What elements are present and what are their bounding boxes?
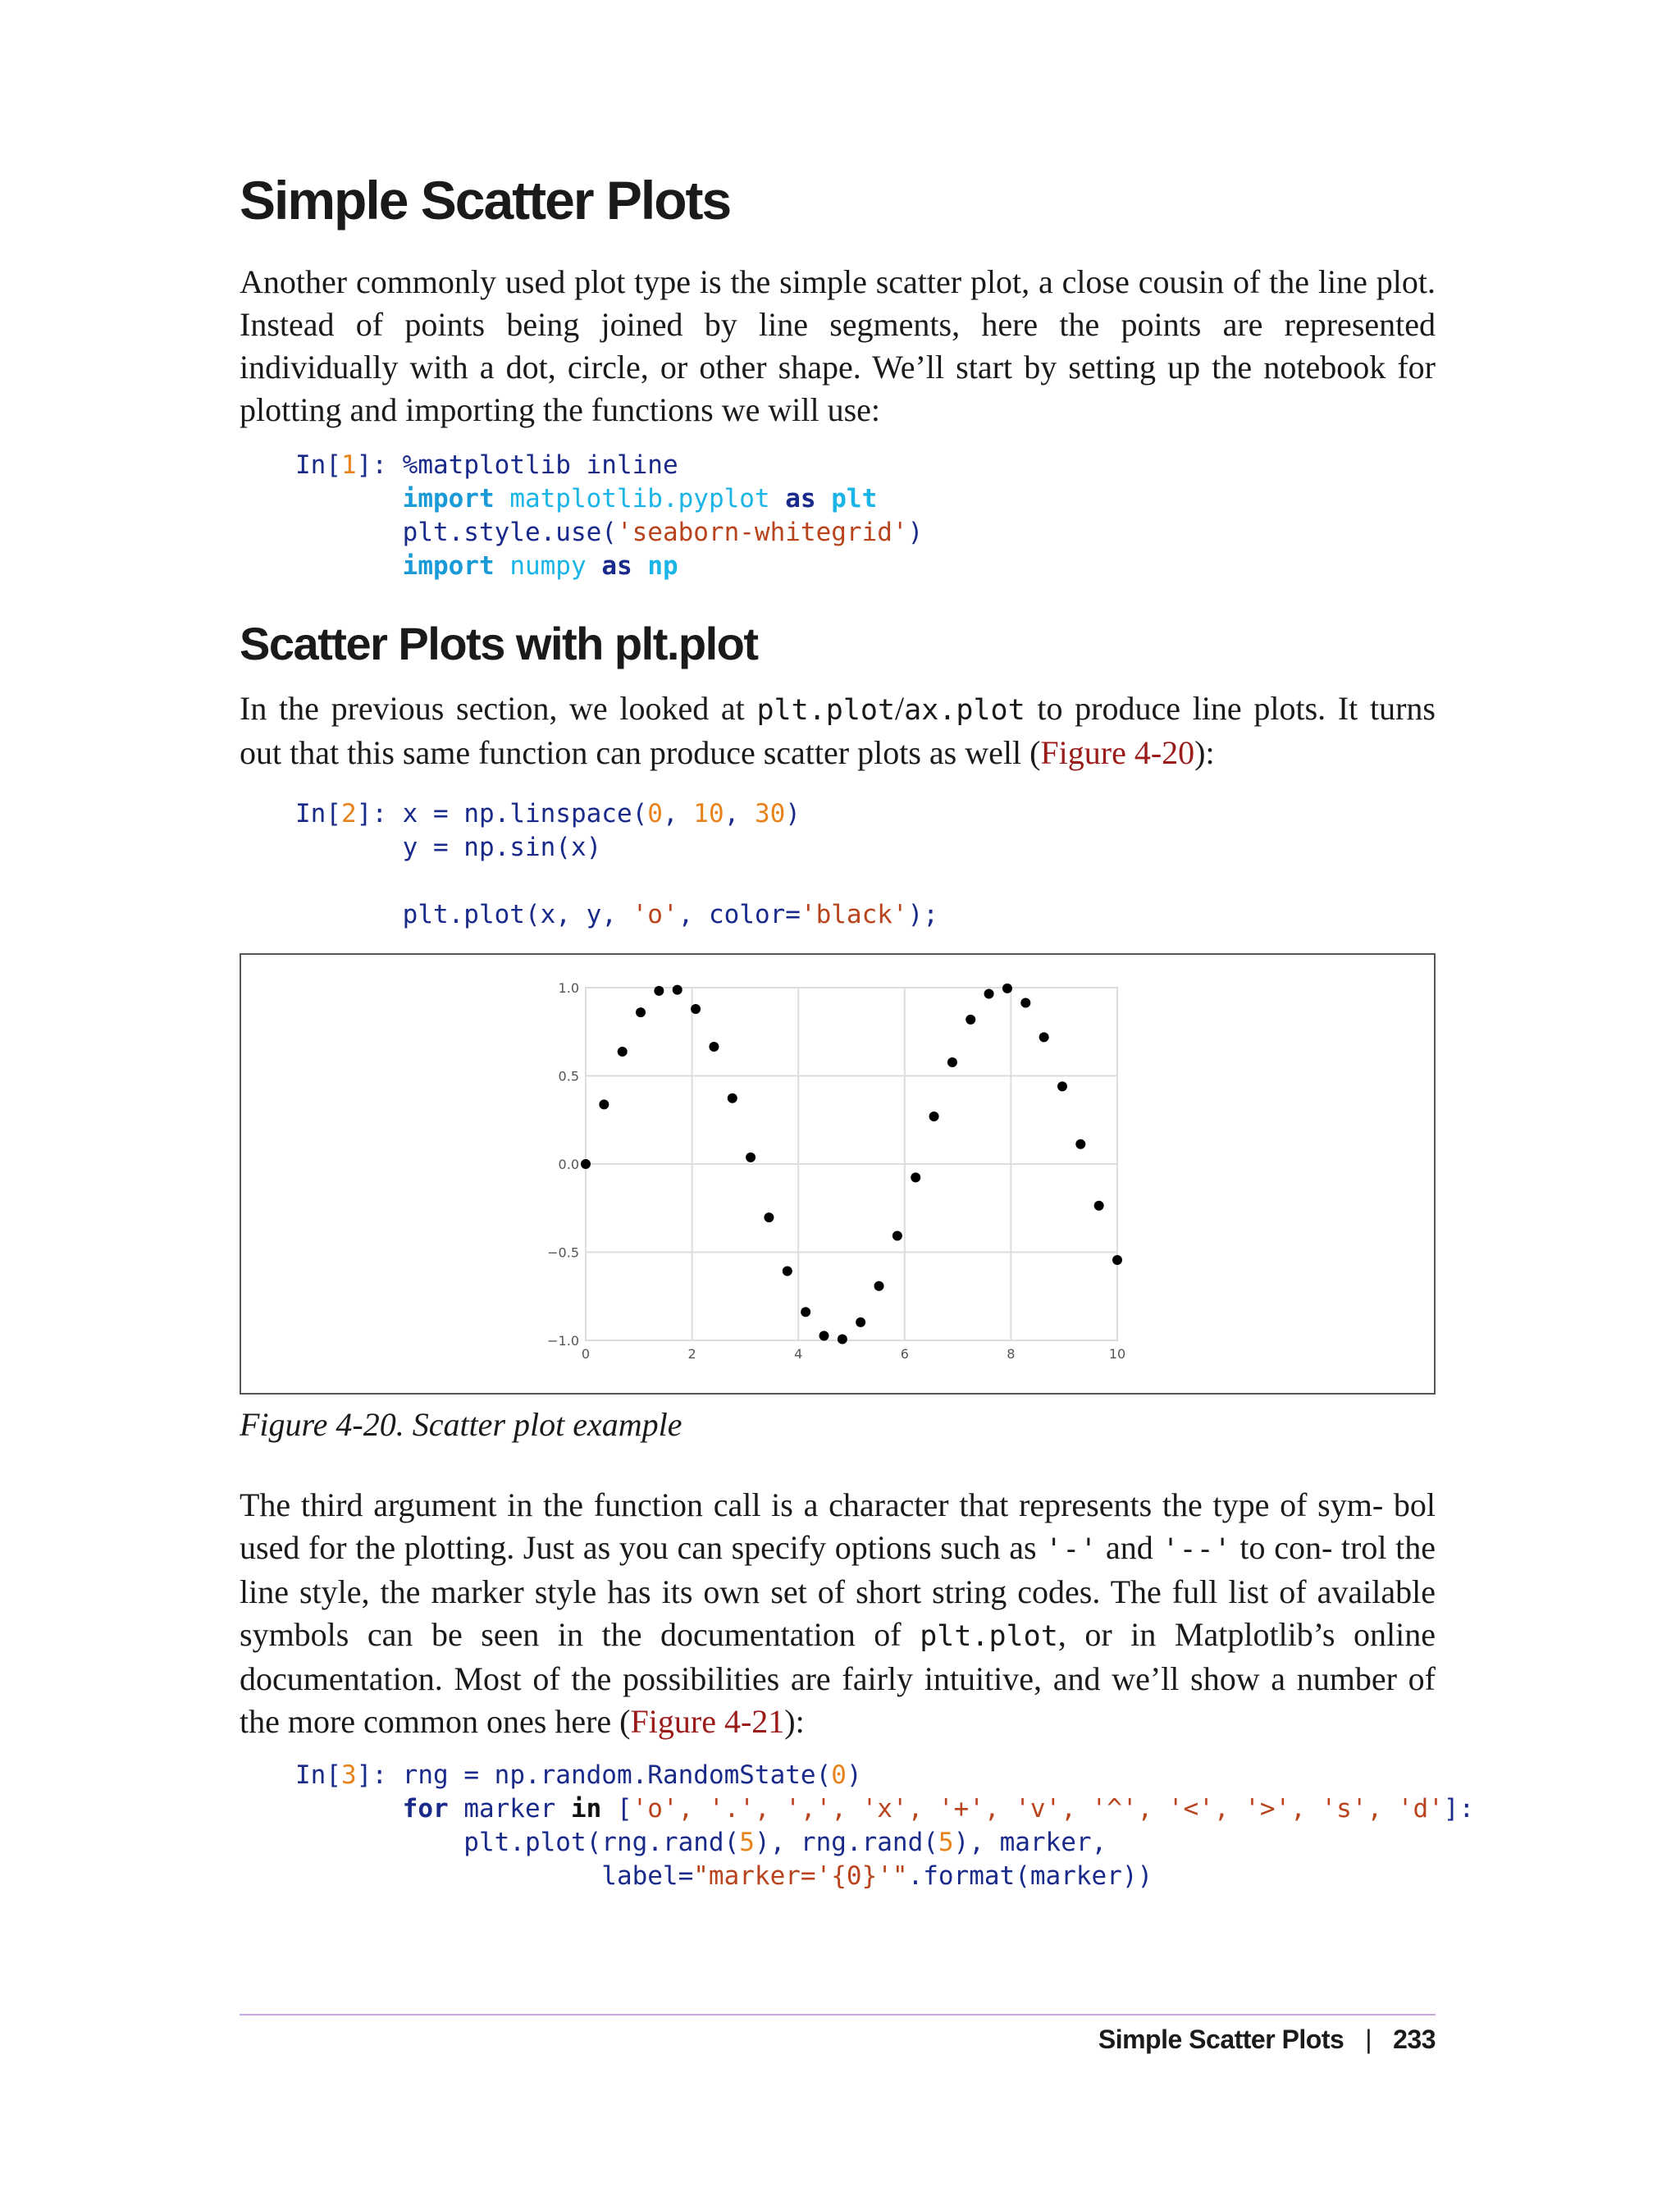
data-point (691, 1004, 701, 1014)
x-tick-label: 2 (687, 1346, 696, 1362)
code-module: numpy (509, 551, 587, 581)
inline-code: '-' (1045, 1533, 1098, 1566)
y-tick-label: 0.0 (558, 1157, 579, 1172)
data-point (966, 1015, 975, 1025)
data-point (599, 1099, 609, 1109)
code-text: plt.style.use( (402, 518, 617, 547)
data-point (636, 1007, 646, 1017)
data-point (1002, 984, 1012, 993)
footer-separator: | (1365, 2025, 1372, 2054)
inline-code: plt.plot (756, 694, 896, 727)
intro-paragraph: Another commonly used plot type is the simple scatter plot, a close cousin of the line plot. Instead of points being joined by line segments, here the points are represented individually with a dot, circle, or other shape. We’ll start by setting up the notebook for plotting and importing the functions we will use: (240, 263, 1436, 428)
data-point (618, 1047, 628, 1057)
data-point (1020, 998, 1030, 1007)
prompt: In[2]: (295, 799, 403, 829)
data-point (1112, 1255, 1122, 1265)
figure-link[interactable]: Figure 4-20 (1040, 734, 1195, 771)
code-keyword: as (785, 484, 816, 514)
inline-code: ax.plot (904, 694, 1025, 727)
x-tick-label: 6 (900, 1346, 909, 1362)
prompt: In[3]: (295, 1760, 403, 1790)
data-point (1039, 1032, 1049, 1042)
code-alias: plt (831, 484, 878, 514)
page-footer (1098, 2025, 1436, 2055)
data-point (1057, 1081, 1067, 1091)
data-point (929, 1112, 939, 1121)
paragraph-3: The third argument in the function call is a character that represents the type of sym‐ bol used for the plotting. Just as you can specify options such as '-' and '--' to con‐ trol the line style, the marker style has its own set of short string codes. The full list of available symbols can be seen in the documentation of plt.plot, or in Matplotlib’s online documentation. Most of the possibilities are fairly intuitive, and we’ll show a number of the more common ones here (Figure 4-21): (240, 1486, 1436, 1740)
data-point (1094, 1201, 1104, 1211)
data-point (709, 1042, 719, 1052)
data-point (783, 1267, 792, 1276)
y-tick-label: −0.5 (547, 1244, 579, 1261)
y-tick-label: 0.5 (558, 1068, 579, 1084)
code-line: y = np.sin(x) (402, 833, 602, 862)
x-tick-label: 10 (1108, 1346, 1126, 1362)
figure-frame (240, 953, 1436, 1395)
paragraph-2: In the previous section, we looked at plt.plot/ax.plot to produce line plots. It turns out that this same function can produce scatter plots as well (Figure 4-20): (240, 690, 1436, 771)
scatter-plot (241, 955, 1434, 1393)
data-point (874, 1281, 884, 1291)
figure-caption: Figure 4-20. Scatter plot example (240, 1406, 682, 1443)
code-keyword: as (601, 551, 632, 581)
code-keyword: import (402, 551, 495, 581)
section-heading: Simple Scatter Plots (240, 170, 731, 231)
data-point (1075, 1139, 1085, 1149)
code-text: ) (907, 518, 924, 547)
code-string: 'seaborn-whitegrid' (616, 518, 908, 547)
inline-code: '--' (1162, 1533, 1231, 1566)
inline-code: plt.plot (920, 1620, 1058, 1653)
code-cell-2: In[2]: x = np.linspace(0, 10, 30) y = np.sin(x) plt.plot(x, y, 'o', color='black'); (295, 799, 938, 929)
x-tick-label: 0 (581, 1346, 591, 1362)
code-cell-3: In[3]: rng = np.random.RandomState(0) for marker in ['o', '.', ',', 'x', '+', 'v', '^', '<', '>', 's', 'd']: plt.plot(rng.rand(5), rng.rand(5), marker, label="marker='{0}'".format(marker)) (295, 1760, 1475, 1891)
data-point (892, 1231, 902, 1241)
data-point (856, 1317, 865, 1327)
code-line: %matplotlib inline (402, 450, 678, 480)
code-alias: np (647, 551, 678, 581)
code-cell-1 (295, 449, 923, 583)
data-point (581, 1159, 591, 1169)
data-point (654, 986, 664, 996)
prompt: In[1]: (295, 450, 403, 480)
figure-link[interactable]: Figure 4-21 (630, 1703, 785, 1740)
data-point (911, 1172, 920, 1182)
page-number: 233 (1393, 2025, 1436, 2054)
data-point (984, 989, 994, 999)
data-point (728, 1093, 737, 1103)
subsection-heading: Scatter Plots with plt.plot (240, 618, 758, 669)
data-point (947, 1057, 957, 1067)
footer-rule (240, 2014, 1436, 2016)
x-tick-label: 4 (794, 1346, 803, 1362)
y-tick-label: −1.0 (547, 1333, 579, 1349)
data-point (801, 1307, 810, 1317)
y-tick-label: 1.0 (558, 980, 579, 996)
data-point (746, 1153, 756, 1162)
data-point (819, 1331, 829, 1340)
x-tick-label: 8 (1007, 1346, 1016, 1362)
code-keyword: import (402, 484, 495, 514)
code-module: matplotlib.pyplot (509, 484, 770, 514)
footer-section-title: Simple Scatter Plots (1098, 2025, 1344, 2054)
data-point (838, 1334, 847, 1344)
data-point (673, 985, 682, 995)
data-point (764, 1212, 774, 1222)
